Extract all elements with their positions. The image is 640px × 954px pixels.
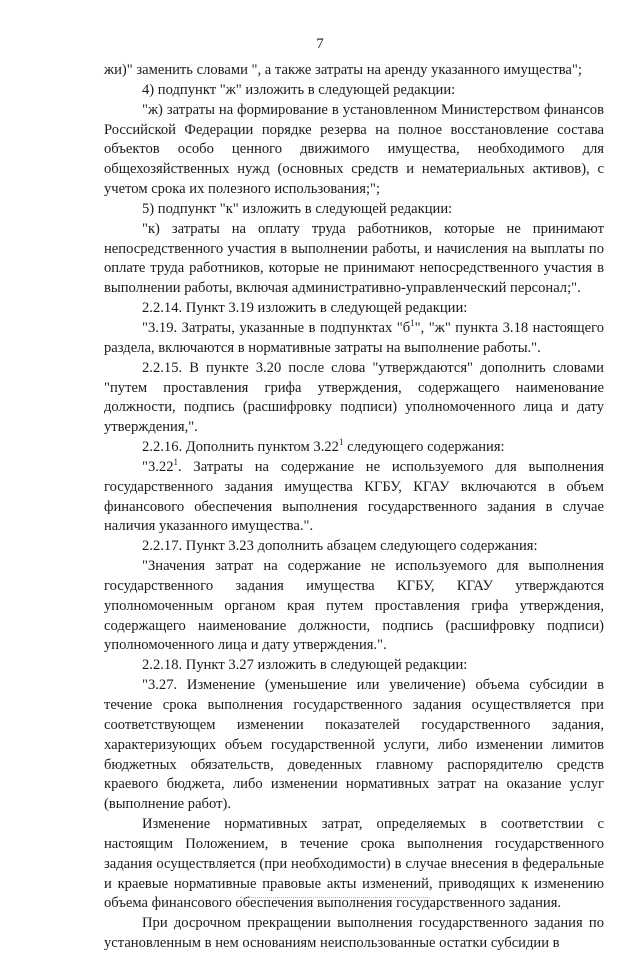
paragraph-9 — [104, 438, 604, 458]
paragraph-5: "к) затраты на оплату труда работников, которые не принимают непосредственного участия в выполнении работы, и начисления на выплаты по оплате труда работников, которые не принимают непосредственного участия в выполнении работы, включая административно-управленческий персонал;". — [104, 220, 604, 297]
paragraph-8: 2.2.15. В пункте 3.20 после слова "утверждаются" дополнить словами "путем проставления грифа утверждения, содержащего наименование должности, подпись (расшифровку подписи) уполномоченного лица и дату утверждения,". — [104, 359, 604, 436]
paragraph-10 — [104, 458, 604, 537]
paragraph-9-superscript: 1 — [338, 437, 344, 448]
paragraph-15: Изменение нормативных затрат, определяемых в соответствии с настоящим Положением, в течение срока выполнения государственного задания осуществляется (при необходимости) в случае внесения в федеральные и краевые нормативные правовые акты изменений, приводящих к изменению объема финансового обеспечения выполнения государственного задания. — [104, 816, 604, 912]
paragraph-9-text-a: 2.2.16. Дополнить пунктом 3.22 — [142, 439, 339, 456]
paragraph-6: 2.2.14. Пункт 3.19 изложить в следующей редакции: — [142, 300, 468, 317]
paragraph-1: жи)" заменить словами ", а также затраты на аренду указанного имущества"; — [104, 62, 582, 78]
paragraph-11: 2.2.17. Пункт 3.23 дополнить абзацем следующего содержания: — [142, 538, 538, 555]
paragraph-10-superscript: 1 — [173, 456, 178, 467]
paragraph-7-text-a: "3.19. Затраты, указанные в подпунктах "б — [142, 319, 411, 336]
paragraph-16: При досрочном прекращении выполнения государственного задания по установленным в нем основаниям неиспользованные остатки субсидии в — [104, 915, 604, 952]
page-number: 7 — [316, 36, 324, 52]
paragraph-7-text-b: ", "ж" пункта 3.18 настоящего раздела, включаются в нормативные затраты на выполнение работы.". — [104, 319, 604, 356]
paragraph-7-superscript: 1 — [410, 317, 415, 328]
paragraph-4: 5) подпункт "к" изложить в следующей редакции: — [142, 200, 453, 217]
paragraph-10-text-b: . Затраты на содержание не используемого для выполнения государственного задания имущества КГБУ, КГАУ включаются в объем финансового обеспечения выполнения государственного задания в случае наличия указанного имущества.". — [104, 458, 604, 535]
paragraph-14: "3.27. Изменение (уменьшение или увеличение) объема субсидии в течение срока выполнения государственного задания осуществляется при соответствующем изменении показателей государственного задания, характеризующих объем государственной услуги, либо изменении лимитов бюджетных обязательств, доведенных главному распорядителю средств краевого бюджета, либо изменении нормативных затрат на оказание услуг (выполнение работ). — [104, 677, 604, 813]
paragraph-7 — [104, 319, 604, 359]
scan-artifact-line — [240, 897, 430, 898]
paragraph-13: 2.2.18. Пункт 3.27 изложить в следующей редакции: — [142, 657, 468, 674]
paragraph-10-text-a: "3.22 — [142, 458, 174, 475]
document-body — [104, 61, 604, 954]
paragraph-9-text-b: следующего содержания: — [343, 439, 505, 456]
paragraph-3: "ж) затраты на формирование в установленном Министерством финансов Российской Федерации порядке резерва на полное восстановление состава объектов особо ценного движимого имущества, необходимого для общехозяйственных нужд (основных средств и нематериальных активов), с учетом срока их полезного использования;"; — [104, 101, 604, 198]
paragraph-2: 4) подпункт "ж" изложить в следующей редакции: — [142, 81, 456, 98]
paragraph-12: "Значения затрат на содержание не используемого для выполнения государственного задания имущества КГБУ, КГАУ утверждаются уполномоченным органом края путем проставления грифа утверждения, содержащего наименование должности, подпись (расшифровку подписи) уполномоченного лица и дату утверждения.". — [104, 558, 604, 654]
